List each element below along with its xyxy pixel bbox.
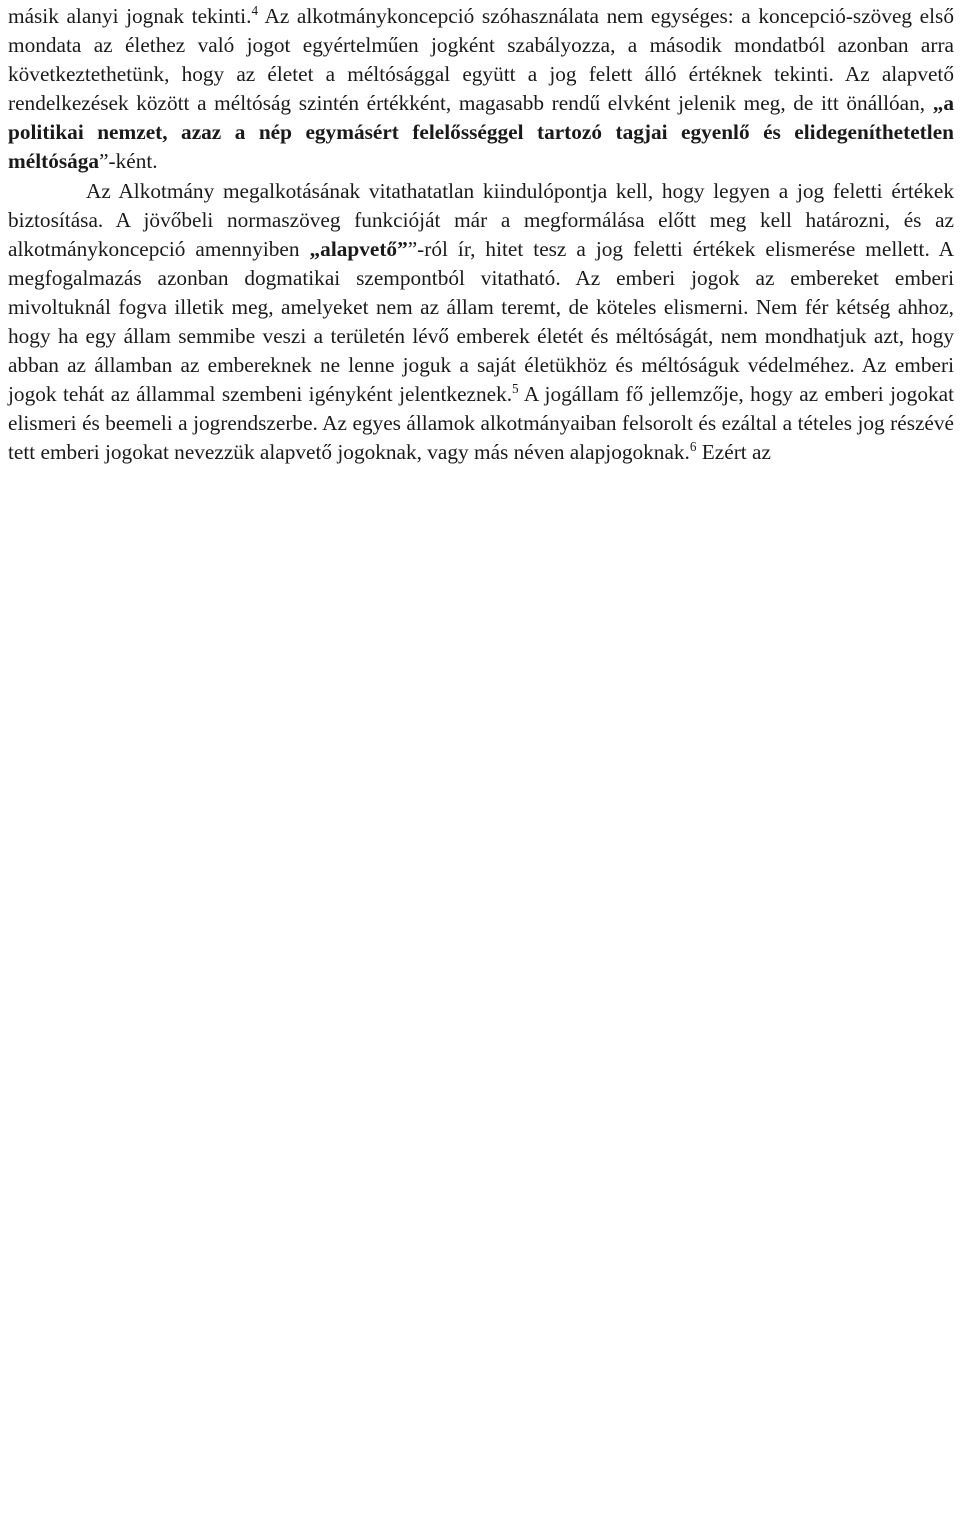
text-run: Az Alkotmány megalkotásának vitathatatlan kiindulópontja kell, hogy legyen a jog feletti értékek biztosítása. A jövőbeli normaszöveg funkcióját már a megformálása előtt meg kell határozni, és az alkotmánykoncepció amennyiben <box>8 178 954 261</box>
text-run: A jogállam fő jellemzője, hogy az emberi jogokat elismeri és beemeli a jogrendszerbe. Az egyes államok alkotmányaiban felsorolt és ezáltal a tételes jog részévé tett emberi jogokat nevezzük alapvető jogoknak, vagy más néven alapjogoknak. <box>8 382 955 465</box>
footnote-ref-4[interactable]: 4 <box>251 2 259 18</box>
body-text <box>8 2 954 468</box>
text-run: másik alanyi jognak tekinti. <box>8 4 252 28</box>
paragraph-2 <box>8 177 954 468</box>
footnote-ref-5[interactable]: 5 <box>512 381 519 397</box>
bold-quote: „a politikai nemzet, azaz a nép egymásért felelősséggel tartozó tagjai egyenlő és elidegeníthetetlen méltósága <box>8 91 954 174</box>
text-run: Ezért az <box>696 440 771 465</box>
footnote-ref-6[interactable]: 6 <box>689 439 697 455</box>
bold-term: „alapvető” <box>309 236 408 261</box>
text-run: Az alkotmánykoncepció szóhasználata nem egységes: a koncepció-szöveg első mondata az élethez való jogot egyértelműen jogként szabályozza, a második mondatból azonban arra következtethetünk, hogy az életet a méltósággal együtt a jog felett álló értéknek tekinti. Az alapvető rendelkezések között a méltóság szintén értékként, magasabb rendű elvként jelenik meg, de itt önállóan, <box>8 4 954 116</box>
text-run: ”-ként. <box>99 149 158 174</box>
paragraph-1 <box>8 2 954 177</box>
text-run: ”-ról ír, hitet tesz a jog feletti értékek elismerése mellett. A megfogalmazás azonban dogmatikai szempontból vitatható. Az emberi jogok az embereket emberi mivoltuknál fogva illetik meg, amelyeket nem az állam teremt, de köteles elismerni. Nem fér kétség ahhoz, hogy ha egy állam semmibe veszi a területén lévő emberek életét és méltóságát, nem mondhatjuk azt, hogy abban az államban az embereknek ne lenne joguk a saját életükhöz és méltóságuk védelméhez. Az emberi jogok tehát az állammal szembeni igényként jelentkeznek. <box>8 236 954 407</box>
